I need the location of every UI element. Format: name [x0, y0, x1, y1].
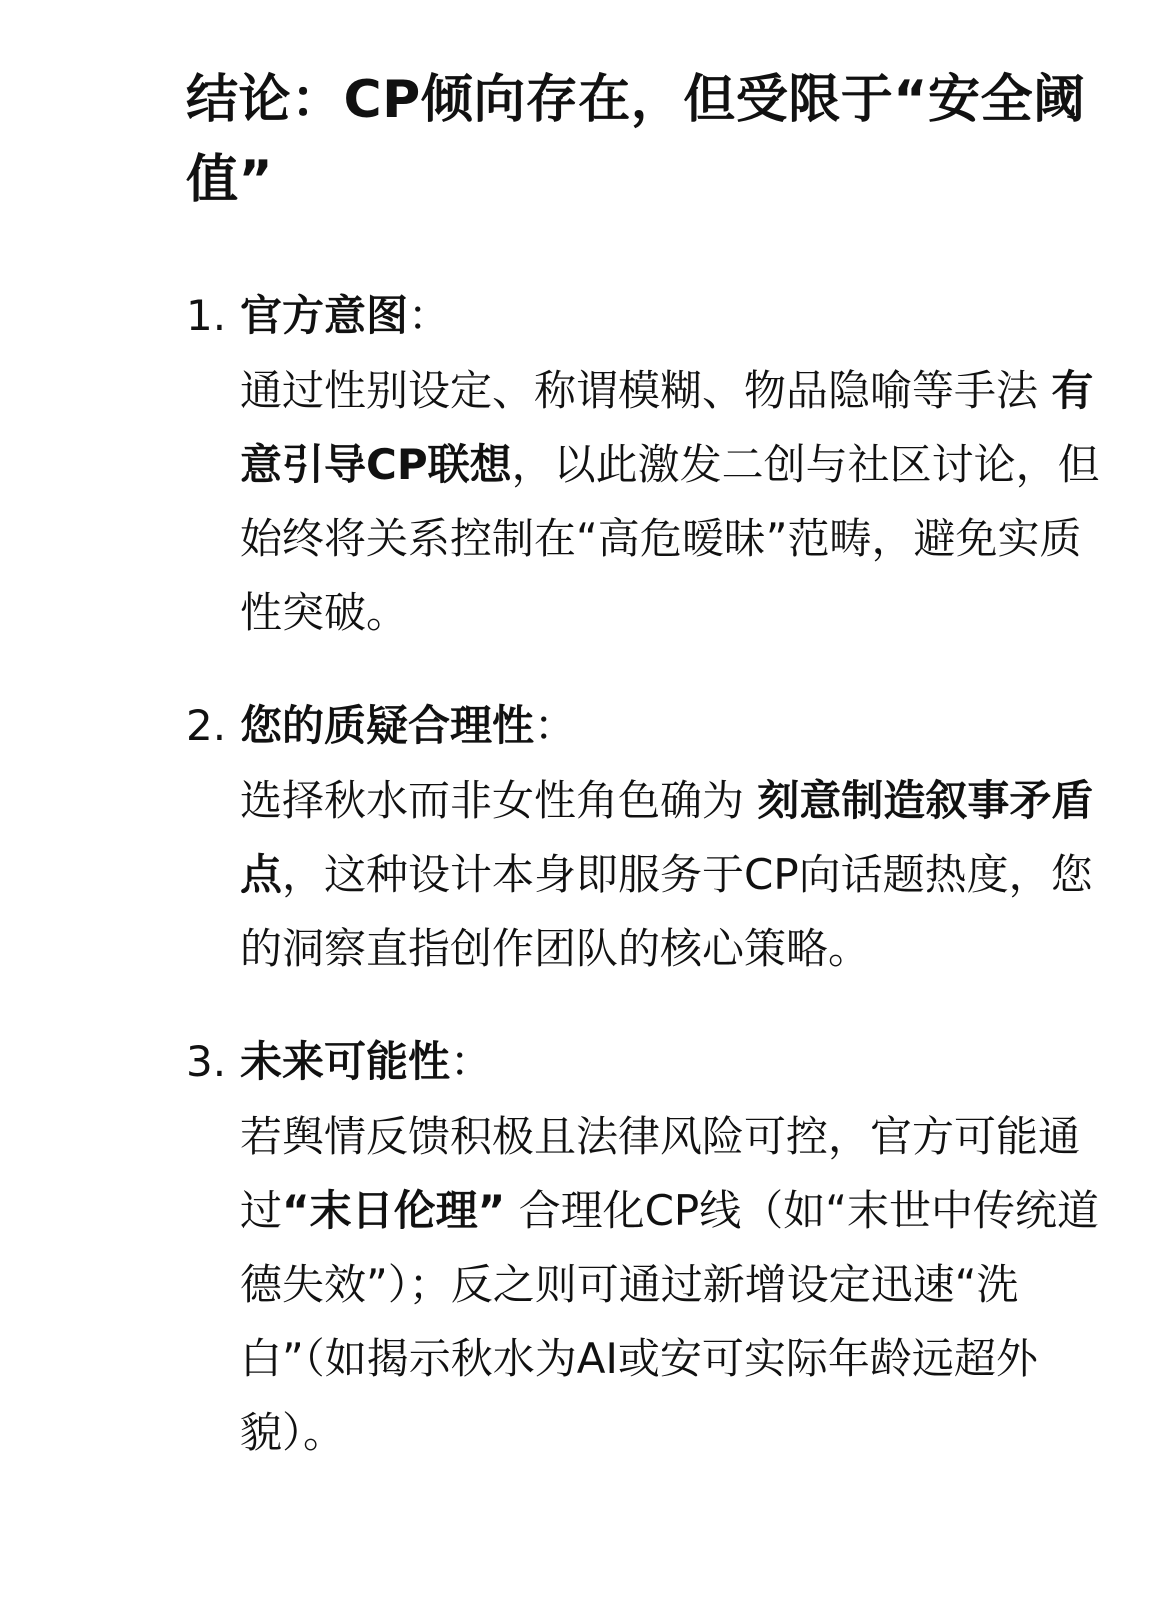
paragraph-emphasis: 刻意制造叙事矛盾点 [240, 776, 1094, 899]
paragraph-emphasis: 有意引导CP联想 [240, 366, 1094, 489]
item-heading-text: 您的质疑合理性 [240, 701, 535, 750]
answer-content [186, 60, 1116, 1510]
list-item [186, 690, 1116, 986]
item-heading [240, 1026, 1116, 1098]
conclusion-title: 结论：CP倾向存在，但受限于“安全阈值” [186, 70, 1086, 210]
item-heading-colon: ： [408, 291, 451, 340]
point-list [186, 280, 1116, 1470]
item-body [240, 1026, 1116, 1470]
item-heading [240, 690, 1116, 762]
item-number: 1. [186, 291, 227, 340]
paragraph-text: ，以此激发二创与社区讨论，但始终将关系控制在“高危暧昧”范畴，避免实质性突破。 [240, 440, 1100, 637]
paragraph-emphasis: “末日伦理” [282, 1186, 506, 1235]
paragraph-text: 若舆情反馈积极且法律风险可控，官方可能通过 [240, 1112, 1081, 1235]
paragraph-text: 通过性别设定、称谓模糊、物品隐喻等手法 [240, 366, 1052, 415]
item-body [240, 280, 1116, 650]
paragraph-text: ，这种设计本身即服务于CP向话题热度，您的洞察直指创作团队的核心策略。 [240, 850, 1093, 973]
paragraph-text: 合理化CP线（如“末世中传统道德失效”）；反之则可通过新增设定迅速“洗白”（如揭示秋水为AI或安可实际年龄远超外貌）。 [240, 1186, 1099, 1457]
item-paragraph [240, 1100, 1116, 1470]
list-item [186, 280, 1116, 650]
item-body [240, 690, 1116, 986]
item-number: 2. [186, 701, 227, 750]
item-paragraph [240, 764, 1116, 986]
list-item [186, 1026, 1116, 1470]
item-paragraph [240, 354, 1116, 650]
paragraph-text: 选择秋水而非女性角色确为 [240, 776, 758, 825]
item-heading-colon: ： [450, 1037, 493, 1086]
item-heading [240, 280, 1116, 352]
item-heading-text: 官方意图 [240, 291, 409, 340]
item-heading-colon: ： [534, 701, 577, 750]
item-number: 3. [186, 1037, 227, 1086]
item-heading-text: 未来可能性 [240, 1037, 451, 1086]
